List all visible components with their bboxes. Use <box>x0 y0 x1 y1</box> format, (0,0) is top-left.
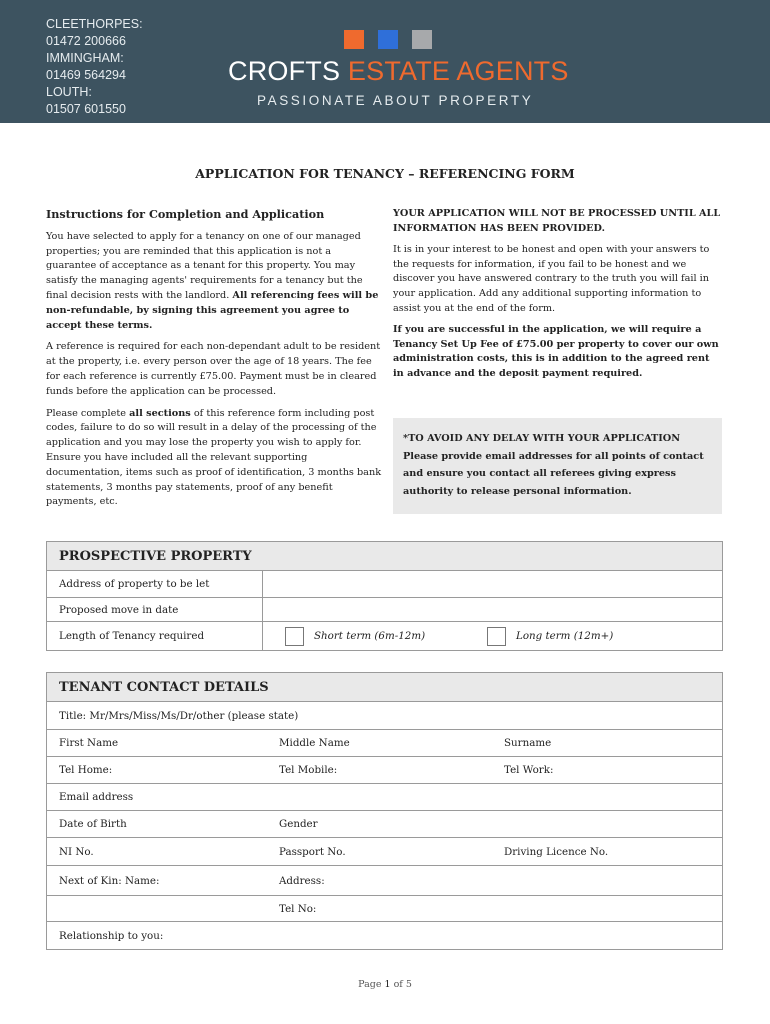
short-term-label: Short term (6m-12m) <box>314 630 426 642</box>
email-field[interactable]: Email address <box>59 791 134 803</box>
short-term-option <box>285 627 487 646</box>
gender-field[interactable]: Gender <box>279 818 318 830</box>
address-field[interactable] <box>263 571 722 597</box>
brand-logo <box>228 56 569 87</box>
page-total: 5 <box>405 979 412 990</box>
tenant-contact-table <box>46 672 723 950</box>
header-banner <box>0 0 770 123</box>
instructions-text: You have selected to apply for a tenancy on one of our managed properties; you are reminded that this application is not a guarantee of acceptance as a tenant for this property. You may satisfy the managing agents' requirements for a tenancy but the final decision rests with the landlord. <box>46 230 363 301</box>
next-of-kin-address-field[interactable]: Address: <box>279 874 325 887</box>
ni-number-field[interactable]: NI No. <box>59 845 94 858</box>
brand-tagline: PASSIONATE ABOUT PROPERTY <box>257 93 534 108</box>
middle-name-field[interactable]: Middle Name <box>279 737 350 749</box>
table-row <box>47 622 722 650</box>
instructions-text: Please complete <box>46 407 127 419</box>
instructions-section <box>46 207 382 517</box>
instructions-text: of this reference form including post codes, failure to do so will result in a delay of the processing of the application and you may lose the property you wish to apply for. Ensure you have included all the relevant supporting documentation, items such as proof of identification, 3 months bank statements, 3 months pay statements, proof of any benefit payments, etc. <box>46 407 382 508</box>
passport-field[interactable]: Passport No. <box>279 845 346 858</box>
logo-square-blue <box>378 30 398 49</box>
tenancy-length-options <box>263 622 722 650</box>
section-header: TENANT CONTACT DETAILS <box>47 673 722 702</box>
honesty-paragraph: It is in your interest to be honest and open with your answers to the requests for information, if you fail to be honest and we discover you have answered contrary to the truth you will fail in your application. Add any additional supporting information to assist you at the end of the form. <box>393 244 710 314</box>
office-louth <box>46 84 143 117</box>
instructions-all-sections: all sections <box>129 407 191 419</box>
logo-square-grey <box>412 30 432 49</box>
page-number <box>0 979 770 990</box>
delay-notice-box: *TO AVOID ANY DELAY WITH YOUR APPLICATION Please provide email addresses for all points of contact and ensure you contact all referees giving express authority to release personal information. <box>393 418 722 514</box>
section-header: PROSPECTIVE PROPERTY <box>47 542 722 571</box>
long-term-option <box>487 627 613 646</box>
page-of: of <box>393 979 403 990</box>
instructions-paragraph-3 <box>46 407 382 511</box>
table-row <box>47 757 722 784</box>
office-city: LOUTH: <box>46 85 92 99</box>
office-phone: 01472 200666 <box>46 33 126 48</box>
processing-warning: YOUR APPLICATION WILL NOT BE PROCESSED UNTIL ALL INFORMATION HAS BEEN PROVIDED. <box>393 208 721 234</box>
page-title: APPLICATION FOR TENANCY – REFERENCING FORM <box>195 166 575 181</box>
instructions-paragraph-1 <box>46 230 382 334</box>
driving-licence-field[interactable]: Driving Licence No. <box>504 845 609 858</box>
table-row <box>47 922 722 949</box>
requirements-section <box>393 207 723 382</box>
instructions-paragraph-2: A reference is required for each non-dependant adult to be resident at the property, i.e. every person over the age of 18 years. The fee for each reference is currently £75.00. Payment must be in cleared funds before the application can be processed. <box>46 341 381 397</box>
surname-field[interactable]: Surname <box>504 737 552 749</box>
next-of-kin-name-field[interactable]: Next of Kin: Name: <box>59 874 160 887</box>
tel-work-field[interactable]: Tel Work: <box>504 764 554 776</box>
tenancy-length-label: Length of Tenancy required <box>47 622 263 650</box>
first-name-field[interactable]: First Name <box>59 737 119 749</box>
short-term-checkbox[interactable] <box>285 627 304 646</box>
table-row <box>47 571 722 598</box>
office-immingham <box>46 50 143 83</box>
table-row <box>47 811 722 838</box>
tel-mobile-field[interactable]: Tel Mobile: <box>279 764 338 776</box>
office-city: CLEETHORPES: <box>46 17 143 31</box>
long-term-checkbox[interactable] <box>487 627 506 646</box>
office-city: IMMINGHAM: <box>46 51 124 65</box>
long-term-label: Long term (12m+) <box>516 630 614 642</box>
tel-home-field[interactable]: Tel Home: <box>59 764 113 776</box>
table-row[interactable] <box>47 702 722 730</box>
table-row <box>47 896 722 922</box>
prospective-property-table <box>46 541 723 651</box>
instructions-heading: Instructions for Completion and Application <box>46 207 325 221</box>
next-of-kin-tel-field[interactable]: Tel No: <box>279 902 317 915</box>
table-row <box>47 838 722 866</box>
page-current: 1 <box>384 979 391 990</box>
table-row <box>47 784 722 811</box>
brand-name-first: CROFTS <box>228 56 341 86</box>
office-cleethorpes <box>46 16 143 49</box>
office-contacts <box>46 16 143 118</box>
office-phone: 01507 601550 <box>46 101 126 116</box>
brand-name-second: ESTATE AGENTS <box>347 56 569 86</box>
table-row <box>47 866 722 896</box>
page-prefix: Page <box>358 979 382 990</box>
table-row <box>47 598 722 622</box>
move-in-field[interactable] <box>263 598 722 621</box>
setup-fee-paragraph: If you are successful in the application, we will require a Tenancy Set Up Fee of £75.00 per property to cover our own administration costs, this is in addition to the agreed rent in advance and the deposit payment required. <box>393 324 719 379</box>
office-phone: 01469 564294 <box>46 67 126 82</box>
table-row <box>47 730 722 757</box>
logo-squares <box>344 30 432 49</box>
title-label: Title: Mr/Mrs/Miss/Ms/Dr/other (please state) <box>59 709 299 722</box>
move-in-label: Proposed move in date <box>47 598 263 621</box>
instructions-fee-terms: All referencing fees will be non-refundable, by signing this agreement you agree to accept these terms. <box>46 289 379 331</box>
relationship-field[interactable]: Relationship to you: <box>59 929 164 942</box>
address-label: Address of property to be let <box>47 571 263 597</box>
logo-square-orange <box>344 30 364 49</box>
dob-field[interactable]: Date of Birth <box>59 818 127 830</box>
